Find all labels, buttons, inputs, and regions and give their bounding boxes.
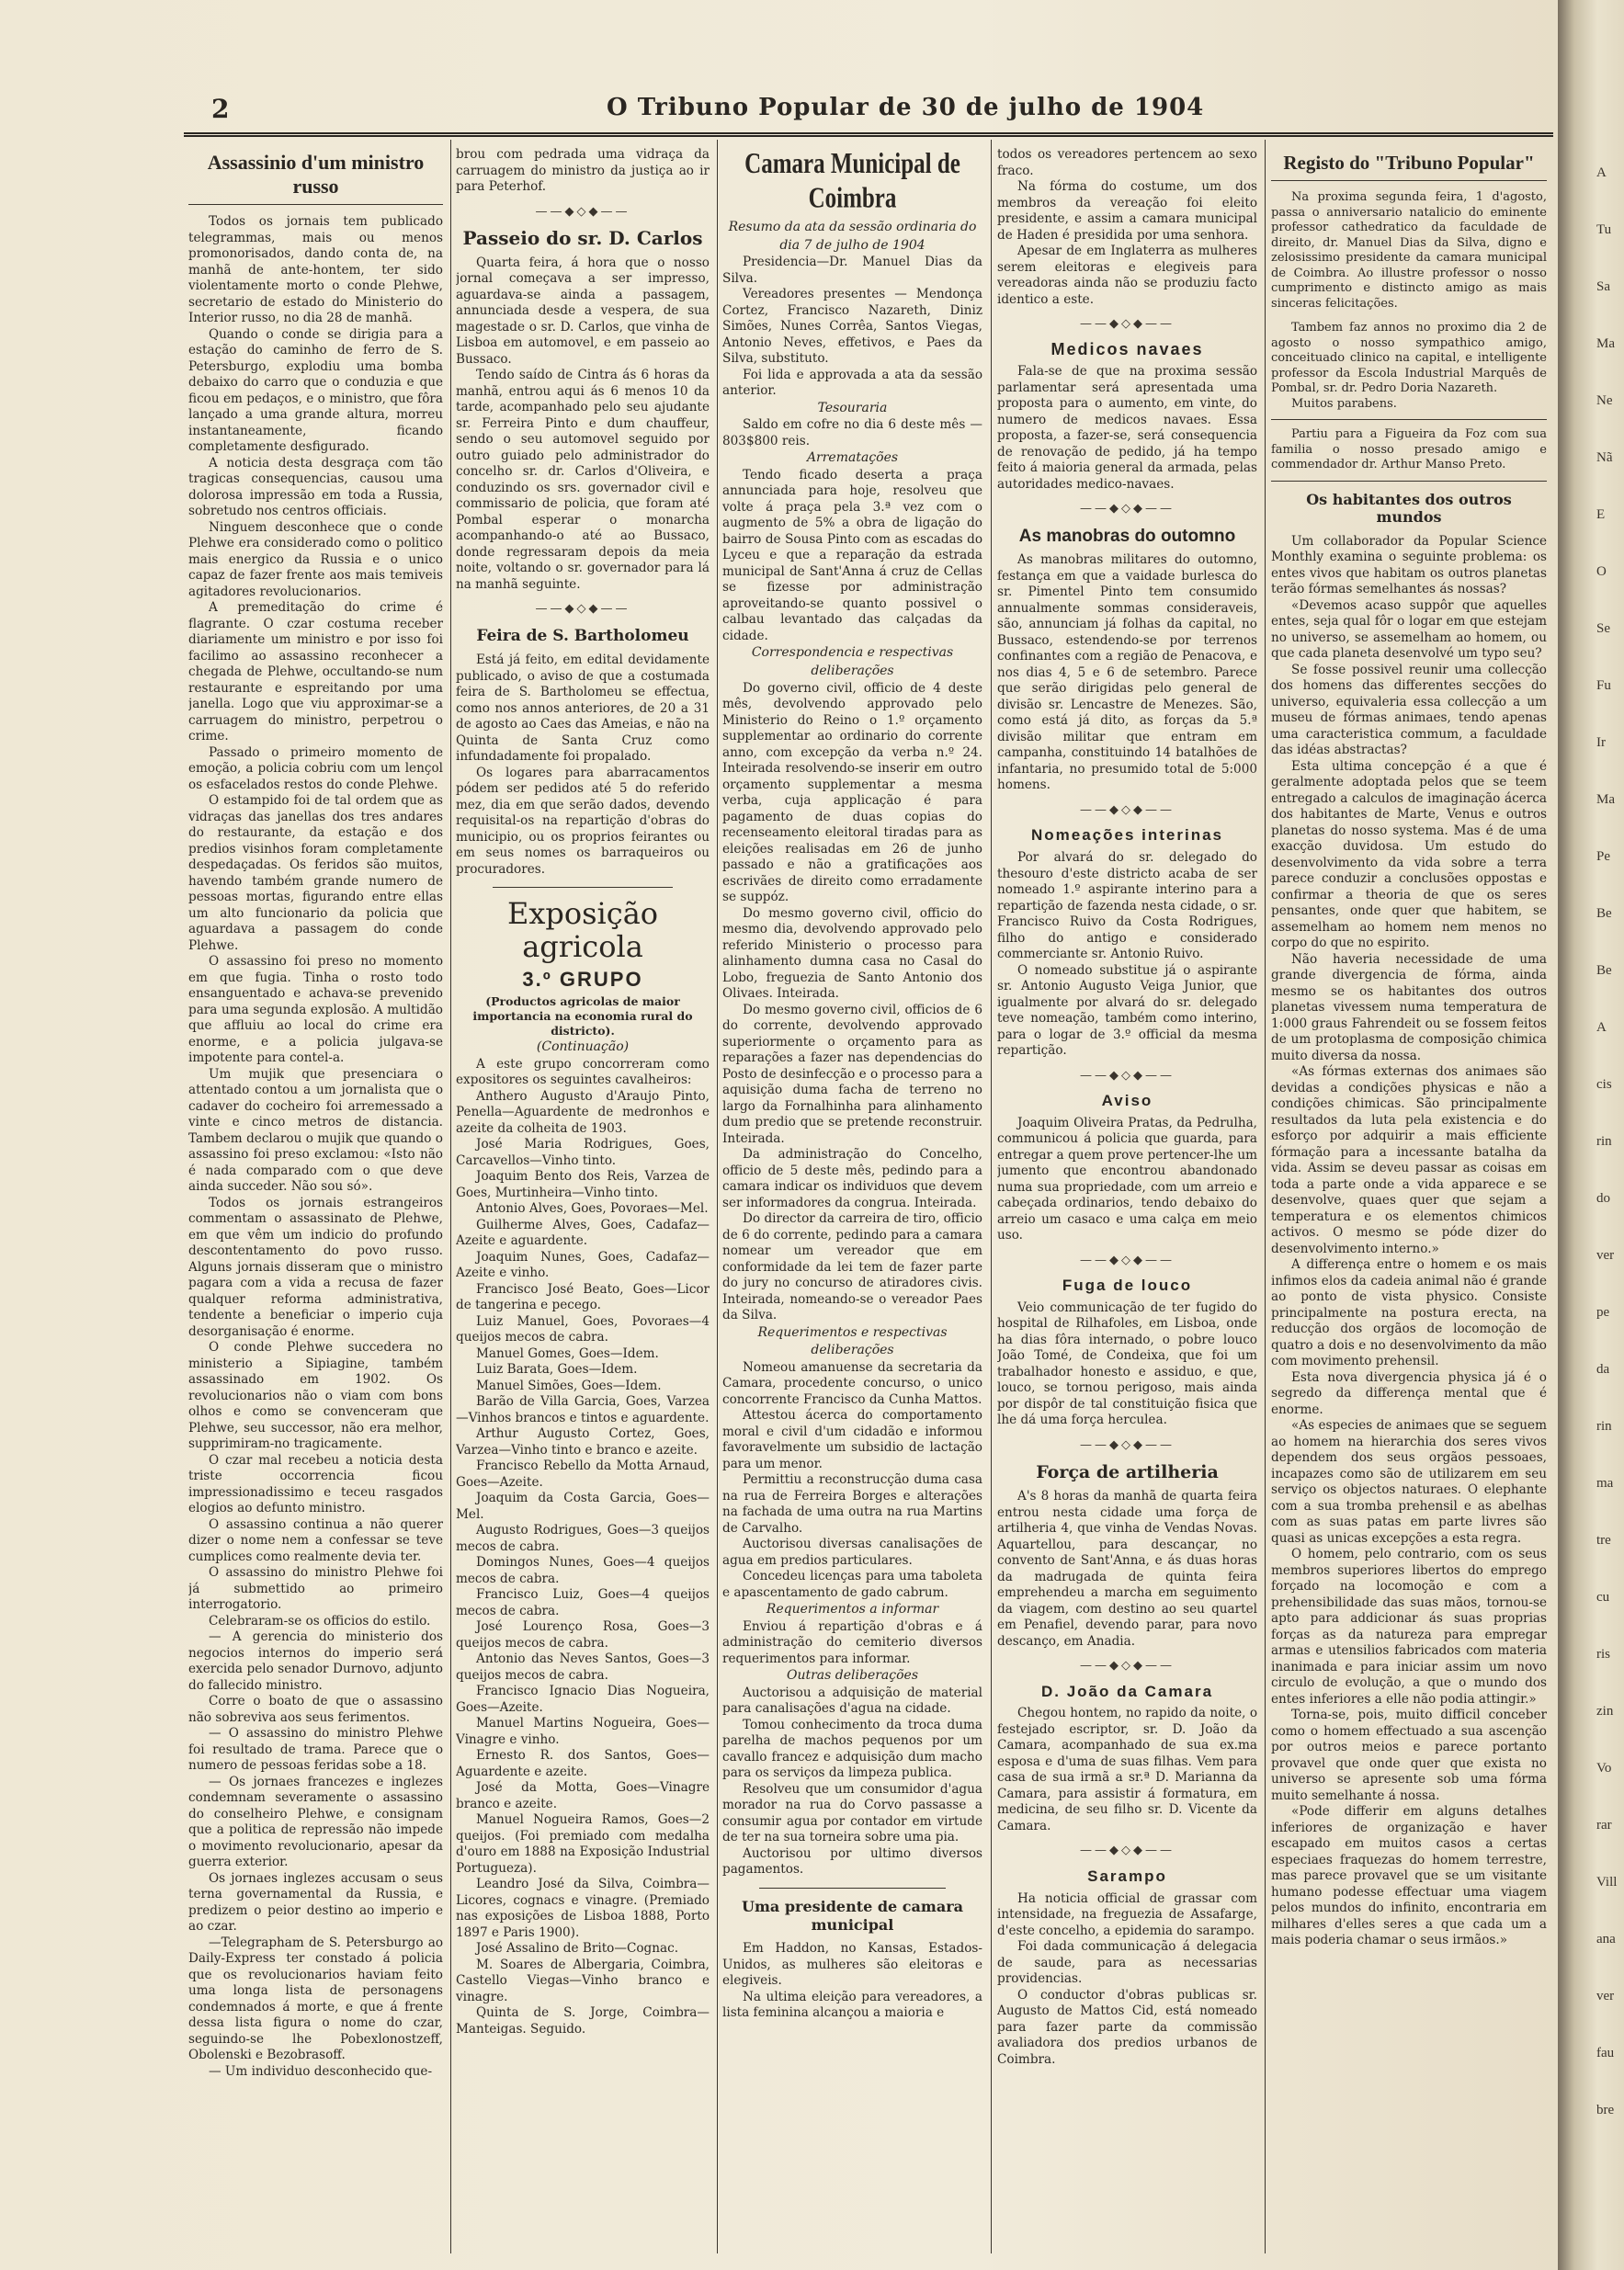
section-title: As manobras do outomno: [1018, 526, 1236, 546]
exhibitor-entry: Francisco Ignacio Dias Nogueira, Goes—Azeite.: [456, 1684, 710, 1715]
section-body: Muitos parabens.: [1291, 396, 1397, 411]
ornament-divider: ——◆◇◆——: [535, 602, 630, 617]
exhibitor-entry: Joaquim da Costa Garcia, Goes—Mel.: [456, 1491, 710, 1522]
paragraph: Da administração do Concelho, officio de 5 deste mês, pedindo para a camara indicar os individuos que devem ser informadores da congrua. Inteirada.: [722, 1147, 982, 1210]
exhibitor-entry: José da Motta, Goes—Vinagre branco e azeite.: [456, 1780, 710, 1811]
paragraph: Esta ultima concepção é a que é geralmente adoptada pelos que se teem entregado a calculos de imaginação ácerca dos habitantes de Marte, Venus e outros planetas do nosso systema. Mas é de uma exacção duvidosa. Um estudo do desenvolvimento da vida sobre a terra parece conduzir a conclusões oppostas e confirmar a theoria de que os seres pensantes, onde quer que habitem, se assemelham ao homem nem menos no corpo do que no espirito.: [1271, 758, 1547, 951]
paragraph: Todos os jornais tem publicado telegrammas, mais ou menos promonorisados, dando conta de, na manhã de ante-hontem, ter sido violentamente morto o conde Plehwe, secretario de estado do Ministerio do Interior russo, no dia 28 de manhã.: [188, 214, 443, 325]
article-title: Camara Municipal de Coimbra: [744, 148, 960, 214]
article-title: Registo do "Tribuno Popular": [1271, 151, 1547, 181]
paragraph: Por alvará do sr. delegado do thesouro d'este districto acaba de ser nomeado 1.º aspirante interino para a repartição de fazenda nesta cidade, o sr. Francisco Ruivo da Costa Rodrigues, filho do antigo e considerado commerciante sr. Antonio Ruivo.: [997, 850, 1257, 962]
paragraph: Os logares para abarracamentos pódem ser pedidos até 5 do referido mez, dia em que serão dados, devendo requisital-os na repartição d'obras do municipio, ou os proprios feirantes ou em seus nomes os barraqueiros ou procuradores.: [456, 765, 710, 877]
column-4: [997, 147, 1257, 2252]
section-rule: [1271, 481, 1547, 482]
exhibitor-entry: Antonio das Neves Santos, Goes—3 queijos mecos de cabra.: [456, 1651, 710, 1683]
edge-fragment: Pe: [1596, 849, 1610, 864]
paragraph: O assassino do ministro Plehwe foi já submettido ao primeiro interrogatorio.: [188, 1565, 443, 1612]
paragraph: Do mesmo governo civil, officios de 6 do corrente, devolvendo approvado superiormente o orçamento para as reparações a fazer nas dependencias do Posto de desinfecção e o processo para a aquisição duma facha de terreno no largo da Fornalhinha para alinhamento dum predio que se pretende reconstruir. Inteirada.: [722, 1002, 982, 1146]
paragraph: —Telegrapham de S. Petersburgo ao Daily-Express ter constado á policia que os revolucionarios haviam feito uma longa lista de personagens condemnados á morte, e que á frente dessa lista figura o nome do czar, seguindo-se lhe Pobexlonostzeff, Obolenski e Bezobrasoff.: [188, 1935, 443, 2062]
exhibitor-entry: Guilherme Alves, Goes, Cadafaz—Azeite e aguardente.: [456, 1217, 710, 1249]
edge-fragment: A: [1596, 165, 1607, 180]
paragraph: Resolveu que um consumidor d'agua morador na rua do Corvo passasse a consumir agua por contador em virtude de ter na sua torneira sobre uma pia.: [722, 1781, 982, 1845]
paragraph: Na ultima eleição para vereadores, a lista feminina alcançou a maioria e: [722, 1989, 982, 2021]
paragraph: A differença entre o homem e os mais infimos elos da cadeia animal não é grande ao ponto de vista physico. Consiste principalmente na postura erecta, na reducção dos orgãos de locomoção de quatro a dois e no desenvolvimento da mão com movimento prehensil.: [1271, 1257, 1547, 1369]
column-rule: [717, 140, 718, 2253]
paragraph: — O assassino do ministro Plehwe foi resultado de trama. Parece que o numero de pessoas feridas sobe a 18.: [188, 1726, 443, 1773]
column-rule: [991, 140, 992, 2253]
section-body: Chegou hontem, no rapido da noite, o festejado escriptor, sr. D. João da Camara, acompanhado de sua ex.ma esposa e d'uma de suas filhas. Vem para casa de sua irmã a sr.ª D. Marianna da Camara, para assistir á formatura, em medicina, de seu filho sr. D. Vicente da Camara.: [997, 1706, 1257, 1833]
section-title: Feira de S. Bartholomeu: [476, 626, 689, 645]
subhead: Outras deliberações: [786, 1668, 919, 1684]
section-rule: [1271, 419, 1547, 420]
section-body: Veio communicação de ter fugido do hospital de Rilhafoles, em Lisboa, onde ha dias fôra internado, o pobre louco João Tomé, de Condeixa, que foi um trabalhador honesto e assiduo, e que, louco, se tornou perigoso, mais ainda por dispôr de tal constituição fisica que lhe dá uma força herculea.: [997, 1300, 1257, 1428]
section-body: Partiu para a Figueira da Foz com sua familia o nosso presado amigo e commendador dr. Arthur Manso Preto.: [1271, 427, 1547, 471]
exhibitor-entry: Francisco José Beato, Goes—Licor de tangerina e pecego.: [456, 1281, 710, 1313]
exhibitor-entry: Manuel Gomes, Goes—Idem.: [476, 1345, 659, 1361]
section-title: Nomeações interinas: [1030, 826, 1223, 845]
edge-fragment: rar: [1596, 1818, 1612, 1833]
exhibitor-entry: Francisco Luiz, Goes—4 queijos mecos de cabra.: [456, 1587, 710, 1618]
column-1: [188, 147, 443, 2252]
edge-fragment: cu: [1596, 1590, 1610, 1605]
masthead: O Tribuno Popular de 30 de julho de 1904: [607, 94, 1205, 121]
subhead: Requerimentos a informar: [766, 1602, 939, 1617]
exhibitor-entry: Anthero Augusto d'Araujo Pinto, Penella—Aguardente de medronhos e azeite da colheita de 1903.: [456, 1088, 710, 1136]
paragraph: O assassino foi preso no momento em que fugia. Tinha o rosto todo ensanguentado e achava-se prevenido para uma segunda explosão. A multidão que affluiu ao local do crime era enorme, e a policia julgava-se impotente para contel-a.: [188, 954, 443, 1065]
exhibitor-entry: José Maria Rodrigues, Goes, Carcavellos—Vinho tinto.: [456, 1137, 710, 1168]
group-subtitle: (Productos agricolas de maior importancia na economia rural do districto).: [472, 993, 693, 1038]
paragraph: O czar mal recebeu a noticia desta triste occorrencia ficou impressionadissimo e teceu rasgados elogios ao defunto ministro.: [188, 1452, 443, 1515]
ornament-divider: ——◆◇◆——: [1080, 1253, 1175, 1267]
exhibitor-entry: Leandro José da Silva, Coimbra—Licores, cognacs e vinagre. (Premiado nas exposições de Lisboa 1888, Porto 1897 e Paris 1900).: [456, 1877, 710, 1940]
column-rule: [450, 140, 451, 2253]
section-body: [722, 1685, 982, 1878]
section-body: Na proxima segunda feira, 1 d'agosto, passa o anniversario natalicio do eminente professor cathedratico da faculdade de direito, dr. Manuel Dias da Silva, digno e zelosissimo presidente da camara municipal de Coimbra. Ao illustre professor o nosso cumprimento e distincto amigo as mais sinceras felicitações.: [1271, 190, 1547, 311]
paragraph: Tendo saído de Cintra ás 6 horas da manhã, entrou aqui ás 6 menos 10 da tarde, acompanhado pelo seu ajudante sr. Ferreira Pinto e dum chauffeur, sendo o seu automovel seguido por outro guiado pelo administrador do concelho sr. dr. Carlos d'Oliveira, e conduzindo os srs. governador civil e commissario de policia, que foram até Pombal esperar o monarcha acompanhando-o até ao Bussaco, donde regressaram depois da meia noite, voltando o sr. governador para lá na manhã seguinte.: [456, 368, 710, 592]
section-body: As manobras militares do outomno, festança em que a vaidade burlesca do sr. Pimentel Pinto tem consumido annualmente sommas consideraveis, são, annunciam já folhas da capital, no Bussaco, estendendo-se por terrenos confinantes com a região de Penacova, e nos dias 4, 5 e 6 de setembro. Parece que serão dirigidas pelo general de divisão sr. Lencastre de Menezes. São, como está já dito, as forças da 5.ª divisão militar que entram em campanha, constituindo 14 batalhões de infantaria, no presumido total de 5:000 homens.: [997, 552, 1257, 793]
paragraph: Está já feito, em edital devidamente publicado, o aviso de que a costumada feira de S. Bartholomeu se effectua, como nos annos anteriores, de 20 a 31 de agosto ao Caes das Ameias, e não na Quinta de Santa Cruz como infundadamente foi propalado.: [456, 653, 710, 765]
edge-fragment: Vo: [1596, 1761, 1612, 1776]
subhead: Tesouraria: [817, 400, 888, 415]
column-3: [722, 147, 982, 2252]
section-body: [722, 681, 982, 1324]
paragraph: O estampido foi de tal ordem que as vidraças das janellas dos tres andares do restaurante, da estação e dos predios visinhos foram completamente despedaçadas. Os feridos são muitos, havendo também grande numero de pessoas mortas, figurando entre ellas um alto funcionario da policia que aguardava a passagem do conde Plehwe.: [188, 793, 443, 953]
paragraph: Vereadores presentes — Mendonça Cortez, Francisco Nazareth, Diniz Simões, Nunes Corrêa, Santos Viegas, Antonio Neves, effetivos, e Paes da Silva, substituto.: [722, 287, 982, 367]
paragraph: A premeditação do crime é flagrante. O czar costuma receber diariamente um ministro e por isso foi facilimo ao assassino reconhecer a chegada de Plehwe, occultando-se num restaurante e espreitando por uma janella. Logo que viu approximar-se a carruagem do ministro, perpetrou o crime.: [188, 600, 443, 743]
paragraph: Um collaborador da Popular Science Monthly examina o seguinte problema: os entes vivos que habitam os outros planetas terão fórmas semelhantes ás nossas?: [1271, 533, 1547, 597]
paragraph: Attestou ácerca do comportamento moral e civil d'um cidadão e informou favoravelmente um subsidio de lactação para um menor.: [722, 1408, 982, 1471]
exhibitor-entry: Arthur Augusto Cortez, Goes, Varzea—Vinho tinto e branco e azeite.: [456, 1426, 710, 1458]
section-body: Fala-se de que na proxima sessão parlamentar será apresentada uma proposta para o aumento, em vinte, do numero de medicos navaes. Essa proposta, a fazer-se, será consequencia de renovação de pedido, já ha tempo feito á maioria general da armada, pelas autoridades medico-navaes.: [997, 364, 1257, 492]
article-body: [188, 214, 443, 2080]
section-body: A's 8 horas da manhã de quarta feira entrou nesta cidade uma força de artilheria 4, que vinha de Vendas Novas. Aquartellou, para descançar, no convento de Sant'Anna, e ás duas horas da madrugada de quinta feira emprehendeu a marcha em seguimento da viagem, com destino ao seu quartel em Penafiel, devendo parar, para novo descanço, em Anadia.: [997, 1489, 1257, 1649]
section-body: Joaquim Oliveira Pratas, da Pedrulha, communicou á policia que guarda, para entregar a quem prove pertencer-lhe um jumento que encontrou abandonado numa sua propriedade, com um arreio e cabeçada ordinarios, tendo debaixo do arreio um casaco e uma calça em meio uso.: [997, 1115, 1257, 1243]
ornament-divider: ——◆◇◆——: [1080, 1659, 1175, 1674]
group-heading: 3.º GRUPO: [522, 968, 643, 992]
edge-fragment: Be: [1596, 906, 1612, 921]
edge-fragment: A: [1596, 1020, 1607, 1035]
edge-fragment: do: [1596, 1191, 1610, 1206]
paragraph: — Um individuo desconhecido que-: [209, 2063, 433, 2079]
edge-fragment: fau: [1596, 2046, 1615, 2060]
article-subtitle: Resumo da ata da sessão ordinaria do dia 7 de julho de 1904: [728, 220, 977, 253]
section-rule: [493, 887, 673, 888]
exhibitor-entry: Luiz Manuel, Goes, Povoraes—4 queijos mecos de cabra.: [456, 1313, 710, 1345]
paragraph: Quarta feira, á hora que o nosso jornal começava a ser impresso, aguardava-se ainda a passagem, annunciada desde a vespera, de sua magestade o sr. D. Carlos, que vinha de Lisboa em automovel, e em passeio ao Bussaco.: [456, 255, 710, 367]
paragraph: «Pode differir em alguns detalhes inferiores de organização e haver escapado em muitos casos a certas especiaes fraquezas do homem terrestre, mas parece provavel que se um visitante humano podesse effectuar uma viagem pelos mundos do infinito, encontraria em milhares d'elles seres a que cada um a mais poderia chamar o seus irmãos.»: [1271, 1804, 1547, 1948]
exhibitor-entry: M. Soares de Albergaria, Coimbra, Castello Viegas—Vinho branco e vinagre.: [456, 1957, 710, 2004]
edge-fragment: E: [1596, 507, 1606, 522]
paragraph: O assassino continua a não querer dizer o nome nem a confessar se teve cumplices como realmente devia ter.: [188, 1516, 443, 1564]
exhibitor-entry: Antonio Alves, Goes, Povoraes—Mel.: [476, 1201, 709, 1217]
paragraph: Presidencia—Dr. Manuel Dias da Silva.: [722, 255, 982, 286]
paragraph: O nomeado substitue já o aspirante sr. Antonio Augusto Veiga Junior, que igualmente por alvará do sr. delegado teve nomeação, também como interino, para o logar de 3.º official da mesma repartição.: [997, 962, 1257, 1059]
ornament-divider: ——◆◇◆——: [1080, 502, 1175, 516]
exhibitor-entry: José Assalino de Brito—Cognac.: [476, 1941, 679, 1957]
section-title: Exposição agricola: [506, 896, 659, 965]
paragraph: Concedeu licenças para uma taboleta e apascentamento de gado cabrum.: [722, 1569, 982, 1600]
paragraph: Passado o primeiro momento de emoção, a policia cobriu com um lençol os esfacelados restos do conde Plehwe.: [188, 744, 443, 792]
edge-fragment: da: [1596, 1362, 1610, 1377]
section-title: Uma presidente de camara municipal: [742, 1897, 963, 1934]
paragraph: Não haveria necessidade de uma grande divergencia de fórma, ainda mesmo se os habitantes dos outros planetas vivessem numa temperatura de 1:000 graus Fahrendeit ou se fossem feitos de um protoplasma de composição chimica muito diversa da nossa.: [1271, 951, 1547, 1063]
paragraph: Do director da carreira de tiro, officio de 6 do corrente, pedindo para a camara nomear um vereador que em conformidade da lei tem de fazer parte do jury no concurso de atiradores civis. Inteirada, nomeando-se o vereador Paes da Silva.: [722, 1211, 982, 1323]
exhibitor-entry: Ernesto R. dos Santos, Goes—Aguardente e azeite.: [456, 1748, 710, 1779]
edge-fragment: pe: [1596, 1305, 1610, 1320]
edge-fragment: Vill: [1596, 1875, 1618, 1890]
section-body: [997, 1891, 1257, 2069]
paragraph: Ninguem desconhece que o conde Plehwe era considerado como o politico mais energico da Russia e o unico capaz de fazer frente aos mais temiveis agitadores revolucionarios.: [188, 519, 443, 599]
paragraph: A noticia desta desgraça com tão tragicas consequencias, causou uma dolorosa impressão em toda a Russia, sobretudo nos centros officiais.: [188, 455, 443, 518]
ornament-divider: ——◆◇◆——: [1080, 1068, 1175, 1083]
exhibitor-entry: Manuel Nogueira Ramos, Goes—2 queijos. (Foi premiado com medalha d'ouro em 1888 na Exposição Industrial Portugueza).: [456, 1812, 710, 1876]
section-body: [456, 255, 710, 594]
paragraph: Auctorisou por ultimo diversos pagamentos.: [722, 1845, 982, 1878]
exhibitor-entry: Luiz Barata, Goes—Idem.: [476, 1362, 638, 1378]
section-body: [722, 1360, 982, 1602]
exhibitor-entry: Manuel Simões, Goes—Idem.: [476, 1378, 662, 1393]
page-header: [184, 92, 1553, 129]
section-body: [722, 255, 982, 400]
paragraph: Quando o conde se dirigia para a estação do caminho de ferro de S. Petersburgo, explodiu uma bomba debaixo do carro que o conduzia e que ficou em pedaços, e o ministro, que fôra lançado a uma grande altura, morreu instantaneamente, ficando completamente desfigurado.: [188, 326, 443, 454]
section-rule: [759, 1888, 946, 1889]
section-title: D. João da Camara: [1040, 1682, 1214, 1700]
continuation-text: brou com pedrada uma vidraça da carruagem do ministro da justiça ao ir para Peterhof.: [456, 147, 710, 194]
edge-fragment: Se: [1596, 621, 1610, 636]
edge-fragment: tre: [1596, 1533, 1611, 1548]
edge-fragment: Nã: [1596, 450, 1613, 465]
paragraph: Em Haddon, no Kansas, Estados-Unidos, as mulheres são eleitoras e elegiveis.: [722, 1941, 982, 1989]
paragraph: Tomou conhecimento da troca duma parelha de machos pequenos por um cavallo francez e adquisição dum macho para os serviços da limpeza publica.: [722, 1717, 982, 1781]
edge-fragment: Tu: [1596, 222, 1612, 237]
exhibitor-entry: Manuel Martins Nogueira, Goes—Vinagre e vinho.: [456, 1716, 710, 1747]
paragraph: Um mujik que presenciara o attentado contou a um jornalista que o cadaver do cocheiro foi arremessado a vinte e cinco metros de distancia. Tambem declarou o mujik que quando o assassino foi preso exclamou: «Isto não é nada comparado com o que deve ainda succeder. Não sou só».: [188, 1066, 443, 1194]
paragraph: O conductor d'obras publicas sr. Augusto de Mattos Cid, está nomeado para fazer parte da commissão avaliadora dos predios urbanos de Coimbra.: [997, 1987, 1257, 2067]
exhibitor-entry: Barão de Villa Garcia, Goes, Varzea—Vinhos brancos e tintos e aguardente.: [456, 1394, 710, 1425]
exhibitor-entry: Domingos Nunes, Goes—4 queijos mecos de cabra.: [456, 1555, 710, 1586]
edge-fragment: cis: [1596, 1077, 1612, 1092]
paragraph: — A gerencia do ministerio dos negocios internos do imperio será exercida pelo senador Durnovo, adjunto do fallecido ministro.: [188, 1629, 443, 1693]
section-body: [722, 1941, 982, 2022]
page-number: 2: [211, 94, 230, 124]
exhibitor-entry: Joaquim Bento dos Reis, Varzea de Goes, Murtinheira—Vinho tinto.: [456, 1169, 710, 1200]
article-title: Assassinio d'um ministro russo: [188, 151, 443, 205]
section-title: Força de artilheria: [1036, 1461, 1219, 1482]
paragraph: Apesar de em Inglaterra as mulheres serem eleitoras e elegiveis para vereadoras ainda não se produziu facto identico a este.: [997, 244, 1257, 307]
paragraph: Auctorisou diversas canalisações de agua em predios particulares.: [722, 1537, 982, 1568]
paragraph: O conde Plehwe succedera no ministerio a Sipiagine, também assassinado em 1902. Os revolucionarios não o viam com bons olhos e como se convenceram que Plehwe, seu successor, não era melhor, supprimiram-no tragicamente.: [188, 1340, 443, 1451]
paragraph: Ha noticia official de grassar com intensidade, na freguezia de Assafarge, d'este concelho, a epidemia do sarampo.: [997, 1890, 1257, 1938]
section-title: Sarampo: [1087, 1867, 1167, 1885]
edge-fragment: Ne: [1596, 393, 1613, 408]
exhibitor-entry: Francisco Rebello da Motta Arnaud, Goes—Azeite.: [456, 1458, 710, 1490]
section-title: Os habitantes dos outros mundos: [1306, 490, 1512, 527]
paragraph: Todos os jornais estrangeiros commentam o assassinato de Plehwe, em que vêm um indicio do profundo descontentamento do povo russo. Alguns jornais disseram que o ministro pagara com a vida a recusa de fazer qualquer reforma administrativa, tendente a beneficiar o imperio cuja desorganisação é enorme.: [188, 1195, 443, 1339]
ornament-divider: ——◆◇◆——: [1080, 1844, 1175, 1858]
edge-fragment: Ir: [1596, 735, 1606, 750]
exhibitor-entry: Augusto Rodrigues, Goes—3 queijos mecos de cabra.: [456, 1523, 710, 1554]
edge-fragment: ma: [1596, 1476, 1614, 1491]
column-2: [456, 147, 710, 2252]
subhead: Requerimentos e respectivas deliberações: [757, 1324, 948, 1358]
paragraph: Celebraram-se os officios do estilo.: [209, 1613, 431, 1629]
continuation-text: todos os vereadores pertencem ao sexo fraco.: [997, 147, 1257, 178]
section-body: [1271, 534, 1547, 1949]
section-body: [997, 850, 1257, 1060]
edge-fragment: Ma: [1596, 792, 1615, 807]
paragraph: Do mesmo governo civil, officio do mesmo dia, devolvendo approvado pelo referido Ministerio o processo para alinhamento dumna casa no Casal do Lobo, freguezia de Santo Antonio dos Olivaes. Inteirada.: [722, 905, 982, 1002]
edge-fragment: rin: [1596, 1134, 1612, 1149]
column-5: [1271, 147, 1547, 2252]
section-title: Medicos navaes: [1050, 339, 1204, 358]
adjacent-page-edge: [1558, 0, 1624, 2270]
ornament-divider: ——◆◇◆——: [1080, 1437, 1175, 1452]
column-rule: [1265, 140, 1266, 2253]
section-body: [456, 653, 710, 878]
paragraph: O homem, pelo contrario, com os seus membros superiores libertos do emprego forçado na locomoção e com a prehensibilidade das suas mãos, tornou-se apto para addicionar ás suas proprias forças as da natureza para empregar armas e utensilios fabricados com materia inanimada e para iniciar assim um novo circulo de evolução, a que o mundo dos entes inferiores a elle não podia attingir.»: [1271, 1547, 1547, 1707]
edge-fragment: ris: [1596, 1647, 1610, 1662]
ornament-divider: ——◆◇◆——: [1080, 802, 1175, 817]
ornament-divider: ——◆◇◆——: [535, 204, 630, 219]
section-body: Tendo ficado deserta a praça annunciada para hoje, resolveu que volte á praça pela 3.ª vez com o augmento de 5% a obra de ligação do bairro de Sousa Pinto com as escadas do Lyceu e que a reparação da estrada municipal de Sant'Anna á cruz de Cellas se fizesse por administração aproveitando-se quanto possivel o calbau levantado das calçadas da cidade.: [722, 467, 982, 643]
paragraph: Foi lida e approvada a ata da sessão anterior.: [722, 367, 982, 399]
exhibitor-entry: Joaquim Nunes, Goes, Cadafaz—Azeite e vinho.: [456, 1249, 710, 1281]
section-body: [997, 179, 1257, 308]
edge-fragment: bre: [1596, 2103, 1615, 2117]
paragraph: «As especies de animaes que se seguem ao homem na hierarchia dos seres vivos dependem dos seus orgãos pessoaes, incapazes como são de utilizarem em seu serviço os objectos naturaes. O elephante com a sua tromba prehensil e as abelhas com as suas patas em parte livres são quasi as unicas excepções a esta regra.: [1271, 1418, 1547, 1546]
edge-fragment: Sa: [1596, 279, 1610, 294]
exhibitor-entry: Quinta de S. Jorge, Coimbra—Manteigas. Seguido.: [456, 2005, 710, 2037]
paragraph: Do governo civil, officio de 4 deste mês, devolvendo approvado pelo Ministerio do Reino o 1.º orçamento supplementar ao ordinario do corrente anno, com excepção da verba n.º 24. Inteirada resolvendo-se inserir em outro orçamento supplementar a mesma verba, cuja applicação é para pagamento de duas copias do recenseamento eleitoral tiradas para as eleições realisadas em 26 de junho passado e não a gratificações aos escrivães de direito como erradamente se suppóz.: [722, 680, 982, 905]
edge-fragment: Fu: [1596, 678, 1611, 693]
edge-fragment: Ma: [1596, 336, 1615, 351]
edge-fragment: zin: [1596, 1704, 1614, 1719]
edge-fragment: rin: [1596, 1419, 1612, 1434]
exhibitor-list: [456, 1089, 710, 2038]
section-title: Fuga de louco: [1062, 1277, 1193, 1295]
paragraph: Auctorisou a adquisição de material para canalisações d'agua na cidade.: [722, 1685, 982, 1717]
paragraph: «Devemos acaso suppôr que aquelles entes, seja qual fôr o logar em que estejam no universo, se assemelham ao homem, ou que cada planeta desenvolvé um typo seu?: [1271, 597, 1547, 662]
edge-fragment: ver: [1596, 1989, 1615, 2003]
section-body: Tambem faz annos no proximo dia 2 de agosto o nosso sympathico amigo, conceituado clinico na capital, e intelligente professor da Escola Industrial Marquês de Pombal, sr. dr. Pedro Doria Nazareth.: [1271, 321, 1547, 395]
paragraph: Corre o boato de que o assassino não sobreviva aos seus ferimentos.: [188, 1694, 443, 1725]
subhead: Arrematações: [806, 450, 899, 466]
section-body: Saldo em cofre no dia 6 deste mês — 803$800 reis.: [722, 417, 982, 448]
edge-fragment: ana: [1596, 1932, 1616, 1947]
paragraph: Torna-se, pois, muito difficil conceber como o homem effectuado a sua ascenção por outros meios e parece portanto provavel que onde quer que exista no universo se apresente sob uma fórma muito semelhante á nossa.: [1271, 1708, 1547, 1803]
paragraph: Na fórma do costume, um dos membros da vereação foi eleito presidente, e assim a camara municipal de Haden é presidida por uma senhora.: [997, 179, 1257, 243]
paragraph: Nomeou amanuense da secretaria da Camara, procedente concurso, o unico concorrente Francisco da Cunha Mattos.: [722, 1359, 982, 1407]
subhead: Correspondencia e respectivas deliberações: [751, 645, 954, 678]
paragraph: Permittiu a reconstrucção duma casa na rua de Ferreira Borges e alterações na fachada de uma outra na rua Martins de Carvalho.: [722, 1472, 982, 1536]
exhibitor-entry: José Lourenço Rosa, Goes—3 queijos mecos de cabra.: [456, 1619, 710, 1651]
paragraph: «As fórmas externas dos animaes são devidas a condições physicas e não a condições chimicas. São principalmente resultados da luta pela existencia e do esforço por adquirir a mais efficiente fórmação para a incessante batalha da vida. Assim se deveu passar as coisas em toda a parte onde a vida apparece e se desenvolve, quaes quer que sejam a temperatura e os elementos chimicos activos. O mesmo se póde dizer do desenvolvimento interno.»: [1271, 1064, 1547, 1256]
edge-fragment: ver: [1596, 1248, 1615, 1263]
paragraph: Esta nova divergencia physica já é o segredo da differença mental que é enorme.: [1271, 1369, 1547, 1417]
paragraph: Foi dada communicação á delegacia de saude, para as necessarias providencias.: [997, 1939, 1257, 1986]
edge-fragment: O: [1596, 564, 1607, 579]
header-rule: [184, 132, 1553, 137]
intro-text: A este grupo concorreram como expositores os seguintes cavalheiros:: [456, 1056, 710, 1088]
edge-fragment: Be: [1596, 963, 1612, 978]
paragraph: — Os jornaes francezes e inglezes condemnam severamente o assassino do conselheiro Plehwe, e consignam que a politica de repressão não impede o movimento revolucionario, apesar da guerra exterior.: [188, 1774, 443, 1869]
section-title: Passeio do sr. D. Carlos: [462, 227, 703, 250]
section-body: Enviou á repartição d'obras e á administração do cemiterio diversos requerimentos para informar.: [722, 1618, 982, 1666]
ornament-divider: ——◆◇◆——: [1080, 317, 1175, 331]
continuation-note: (Continuação): [536, 1039, 630, 1054]
paragraph: Se fosse possivel reunir uma collecção dos homens das differentes secções do universo, equivaleria essa collecção a um museu de fórmas animaes, tendo apenas uma caracteristica commum, a faculdade das idéas abstractas?: [1271, 662, 1547, 758]
paragraph: Os jornaes inglezes accusam o seus terna governamental da Russia, e predizem o peior destino ao imperio e ao czar.: [188, 1870, 443, 1934]
section-title: Aviso: [1101, 1092, 1153, 1110]
